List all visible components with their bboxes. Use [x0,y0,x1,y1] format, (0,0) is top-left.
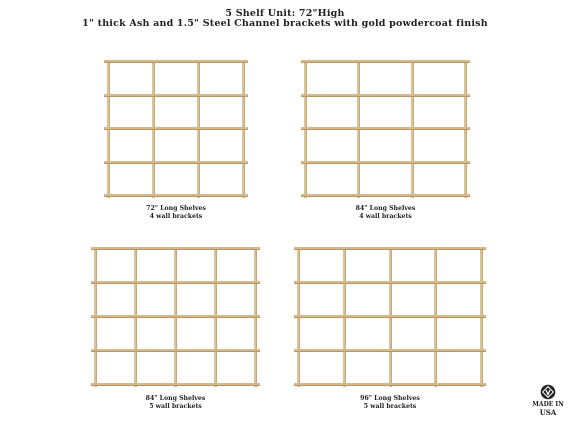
shelf-board [294,349,486,352]
shelf-board [104,127,248,130]
shelf-board [104,194,248,197]
shelf-board [91,349,260,352]
shelf-unit-84-4 [301,57,470,198]
unit-caption [294,395,486,411]
shelf-board [301,60,470,63]
shelf-board [301,94,470,97]
shelf-board [104,60,248,63]
bracket-count-label: 4 wall brackets [149,213,203,220]
shelf-unit-84-5 [91,244,260,387]
shelf-board [91,281,260,284]
shelf-board [294,383,486,386]
shelf-unit-72-4 [104,57,248,198]
usa-label: USA [539,408,557,417]
shelf-board [91,383,260,386]
shelf-board [104,94,248,97]
bracket-count-label: 5 wall brackets [149,403,202,410]
page-title: 5 Shelf Unit: 72"High [225,8,345,19]
made-in-usa-badge [527,384,569,416]
unit-caption [104,205,248,221]
shelf-board [91,315,260,318]
shelf-board [301,161,470,164]
page-subtitle: 1" thick Ash and 1.5" Steel Channel brackets with gold powdercoat finish [82,18,488,29]
shelf-length-label: 84" Long Shelves [355,205,416,212]
shelf-length-label: 96" Long Shelves [360,395,420,402]
shelf-board [294,281,486,284]
shelf-board [91,247,260,250]
shelf-length-label: 84" Long Shelves [145,395,206,402]
made-in-label: MADE IN [532,401,564,408]
shelf-board [294,315,486,318]
bracket-count-label: 5 wall brackets [363,403,417,410]
bracket-count-label: 4 wall brackets [359,213,412,220]
shelf-length-label: 72" Long Shelves [146,205,206,212]
unit-caption [91,395,260,411]
shelf-board [301,127,470,130]
shelf-unit-96-5 [294,244,486,387]
shelf-board [301,194,470,197]
shelf-board [104,161,248,164]
brand-logo-icon [540,384,556,400]
unit-caption [301,205,470,221]
shelf-board [294,247,486,250]
